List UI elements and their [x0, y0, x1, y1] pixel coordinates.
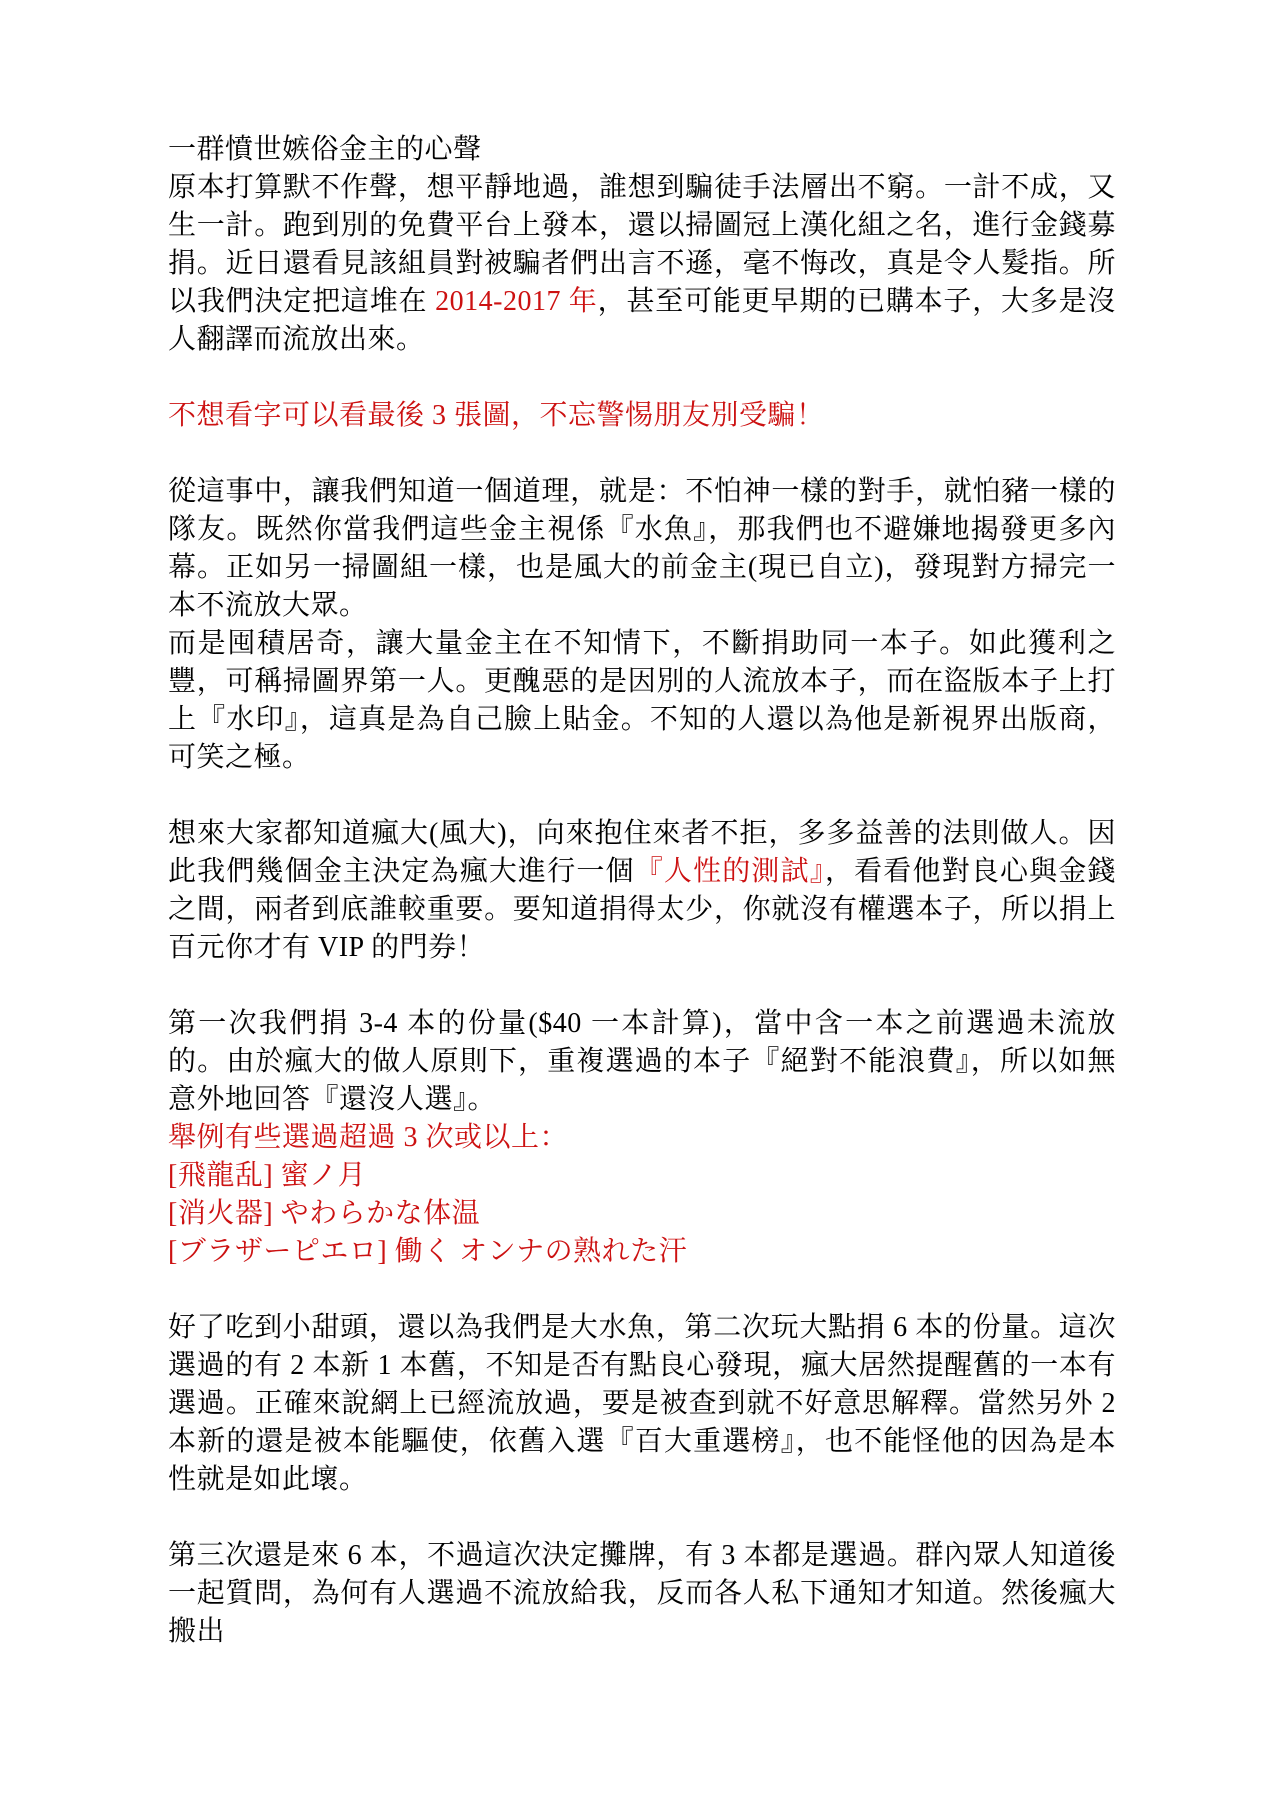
intro-text-after: ，甚至可能更早期的已購本子，大多是沒人翻譯而流放出來。	[168, 286, 1116, 355]
paragraph-second-donation	[168, 1309, 1116, 1499]
paragraph-lesson	[168, 473, 1116, 625]
first-donation-text: 第一次我們捐 3-4 本的份量($40 一本計算)，當中含一本之前選過未流放的。由於瘋大的做人原則下，重複選過的本子『絕對不能浪費』，所以如無意外地回答『還沒人選』。	[168, 1008, 1116, 1115]
example-item	[168, 1233, 1116, 1271]
second-donation-text: 好了吃到小甜頭，還以為我們是大水魚，第二次玩大點捐 6 本的份量。這次選過的有 2 本新 1 本舊，不知是否有點良心發現，瘋大居然提醒舊的一本有選過。正確來說網上已經流放過，要是被查到就不好意思解釋。當然另外 2 本新的還是被本能驅使，依舊入選『百大重選榜』，也不能怪他的因為是本性就是如此壞。	[168, 1312, 1116, 1495]
paragraph-first-donation	[168, 1005, 1116, 1119]
example-item-text: [ブラザーピエロ] 働く オンナの熟れた汗	[168, 1236, 688, 1267]
test-text-after: ，看看他對良心與金錢之間，兩者到底誰較重要。要知道捐得太少，你就沒有權選本子，所以捐上百元你才有 VIP 的門券！	[168, 856, 1116, 963]
example-item-text: [飛龍乱] 蜜ノ月	[168, 1160, 367, 1191]
hoarding-text: 而是囤積居奇，讓大量金主在不知情下，不斷捐助同一本子。如此獲利之豐，可稱掃圖界第一人。更醜惡的是因別的人流放本子，而在盜版本子上打上『水印』，這真是為自己臉上貼金。不知的人還以為他是新視界出版商，可笑之極。	[168, 628, 1116, 773]
paragraph-test	[168, 815, 1116, 967]
paragraph-intro	[168, 169, 1116, 359]
blank-line	[168, 967, 1116, 1005]
intro-years-highlight: 2014-2017 年	[435, 286, 598, 317]
blank-line	[168, 359, 1116, 397]
blank-line	[168, 1499, 1116, 1537]
example-item-text: [消火器] やわらかな体温	[168, 1198, 481, 1229]
paragraph-third-donation	[168, 1537, 1116, 1651]
warning-text: 不想看字可以看最後 3 張圖，不忘警惕朋友別受騙！	[168, 400, 825, 431]
blank-line	[168, 777, 1116, 815]
doc-title-text: 一群憤世嫉俗金主的心聲	[168, 134, 482, 165]
test-highlight: 『人性的測試』	[634, 856, 825, 887]
lesson-text: 從這事中，讓我們知道一個道理，就是：不怕神一樣的對手，就怕豬一樣的隊友。既然你當我們這些金主視係『水魚』，那我們也不避嫌地揭發更多內幕。正如另一掃圖組一樣，也是風大的前金主(現已自立)，發現對方掃完一本不流放大眾。	[168, 476, 1116, 621]
examples-header	[168, 1119, 1116, 1157]
paragraph-hoarding	[168, 625, 1116, 777]
blank-line	[168, 1271, 1116, 1309]
third-donation-text: 第三次還是來 6 本，不過這次決定攤牌，有 3 本都是選過。群內眾人知道後一起質問，為何有人選過不流放給我，反而各人私下通知才知道。然後瘋大搬出	[168, 1540, 1116, 1647]
blank-line	[168, 435, 1116, 473]
doc-title	[168, 131, 1116, 169]
example-item	[168, 1157, 1116, 1195]
examples-header-text: 舉例有些選過超過 3 次或以上：	[168, 1122, 569, 1153]
example-item	[168, 1195, 1116, 1233]
test-text-before: 想來大家都知道瘋大(風大)，向來抱住來者不拒，多多益善的法則做人。因此我們幾個金主決定為瘋大進行一個	[168, 818, 1116, 887]
warning-line	[168, 397, 1116, 435]
intro-text-before: 原本打算默不作聲，想平靜地過，誰想到騙徒手法層出不窮。一計不成，又生一計。跑到別的免費平台上發本，還以掃圖冠上漢化組之名，進行金錢募捐。近日還看見該組員對被騙者們出言不遜，毫不悔改，真是令人髮指。所以我們決定把這堆在	[168, 172, 1116, 317]
